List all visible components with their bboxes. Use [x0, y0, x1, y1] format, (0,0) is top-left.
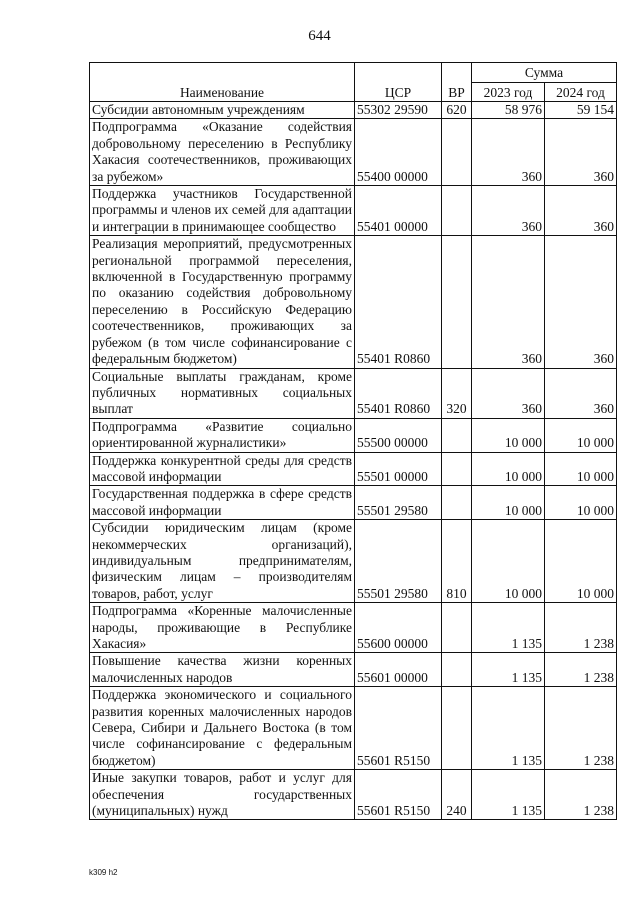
row-name: Подпрограмма «Развитие социально ориентированной журналистики»	[90, 418, 355, 452]
table-row	[90, 368, 617, 418]
table-row	[90, 687, 617, 770]
header-name: Наименование	[90, 63, 355, 102]
row-sum-2023: 360	[472, 119, 545, 186]
row-csr: 55401 R0860	[355, 368, 442, 418]
table-row	[90, 418, 617, 452]
row-vr	[442, 687, 472, 770]
table-row	[90, 102, 617, 119]
row-csr: 55302 29590	[355, 102, 442, 119]
row-sum-2023: 360	[472, 236, 545, 368]
row-name: Социальные выплаты гражданам, кроме публичных нормативных социальных выплат	[90, 368, 355, 418]
row-csr: 55601 00000	[355, 653, 442, 687]
table-row	[90, 603, 617, 653]
row-sum-2023: 360	[472, 186, 545, 236]
row-csr: 55600 00000	[355, 603, 442, 653]
row-sum-2024: 59 154	[545, 102, 617, 119]
row-name: Подпрограмма «Коренные малочисленные народы, проживающие в Республике Хакасия»	[90, 603, 355, 653]
row-vr	[442, 486, 472, 520]
row-csr: 55601 R5150	[355, 687, 442, 770]
row-vr: 810	[442, 520, 472, 603]
row-name: Иные закупки товаров, работ и услуг для обеспечения государственных (муниципальных) нужд	[90, 770, 355, 820]
row-vr	[442, 603, 472, 653]
row-sum-2024: 360	[545, 186, 617, 236]
row-sum-2024: 10 000	[545, 486, 617, 520]
table-row	[90, 653, 617, 687]
row-vr: 320	[442, 368, 472, 418]
header-year-2024: 2024 год	[545, 82, 617, 102]
header-sum: Сумма	[472, 63, 617, 83]
row-vr: 240	[442, 770, 472, 820]
row-sum-2023: 58 976	[472, 102, 545, 119]
table-row	[90, 186, 617, 236]
table-row	[90, 770, 617, 820]
row-sum-2024: 360	[545, 368, 617, 418]
row-csr: 55401 00000	[355, 186, 442, 236]
row-sum-2024: 1 238	[545, 653, 617, 687]
row-csr: 55501 00000	[355, 452, 442, 486]
table-row	[90, 486, 617, 520]
row-sum-2023: 1 135	[472, 687, 545, 770]
row-vr	[442, 186, 472, 236]
row-csr: 55501 29580	[355, 520, 442, 603]
budget-table	[89, 62, 617, 820]
row-name: Повышение качества жизни коренных малочисленных народов	[90, 653, 355, 687]
row-csr: 55401 R0860	[355, 236, 442, 368]
footer-code: k309 h2	[89, 868, 118, 877]
row-name: Государственная поддержка в сфере средств массовой информации	[90, 486, 355, 520]
row-sum-2023: 1 135	[472, 603, 545, 653]
row-name: Субсидии автономным учреждениям	[90, 102, 355, 119]
row-sum-2024: 10 000	[545, 418, 617, 452]
row-sum-2023: 1 135	[472, 653, 545, 687]
row-sum-2023: 1 135	[472, 770, 545, 820]
row-csr: 55400 00000	[355, 119, 442, 186]
row-name: Поддержка конкурентной среды для средств массовой информации	[90, 452, 355, 486]
page-number: 644	[308, 28, 331, 44]
row-name: Поддержка участников Государственной программы и членов их семей для адаптации и интеграции в принимающее сообщество	[90, 186, 355, 236]
header-year-2023: 2023 год	[472, 82, 545, 102]
row-sum-2023: 10 000	[472, 452, 545, 486]
header-csr: ЦСР	[355, 63, 442, 102]
row-vr	[442, 653, 472, 687]
table-row	[90, 119, 617, 186]
table-row	[90, 520, 617, 603]
row-vr: 620	[442, 102, 472, 119]
row-sum-2024: 10 000	[545, 520, 617, 603]
row-name: Подпрограмма «Оказание содействия добровольному переселению в Республику Хакасия соотечественников, проживающих за рубежом»	[90, 119, 355, 186]
row-sum-2023: 360	[472, 368, 545, 418]
row-sum-2023: 10 000	[472, 486, 545, 520]
row-csr: 55601 R5150	[355, 770, 442, 820]
table-row	[90, 236, 617, 368]
row-sum-2023: 10 000	[472, 418, 545, 452]
row-sum-2024: 10 000	[545, 452, 617, 486]
row-sum-2024: 1 238	[545, 687, 617, 770]
row-sum-2023: 10 000	[472, 520, 545, 603]
row-sum-2024: 1 238	[545, 603, 617, 653]
table-row	[90, 452, 617, 486]
row-vr	[442, 452, 472, 486]
header-vr: ВР	[442, 63, 472, 102]
row-vr	[442, 236, 472, 368]
row-csr: 55500 00000	[355, 418, 442, 452]
row-name: Субсидии юридическим лицам (кроме некоммерческих организаций), индивидуальным предпринимателям, физическим лицам – производителям товаров, работ, услуг	[90, 520, 355, 603]
row-vr	[442, 119, 472, 186]
row-sum-2024: 360	[545, 119, 617, 186]
row-name: Поддержка экономического и социального развития коренных малочисленных народов Севера, Сибири и Дальнего Востока (в том числе софинансирование с федеральным бюджетом)	[90, 687, 355, 770]
row-name: Реализация мероприятий, предусмотренных региональной программой переселения, включенной в Государственную программу по оказанию содействия добровольному переселению в Российскую Федерацию соотечественников, проживающих за рубежом (в том числе софинансирование с федеральным бюджетом)	[90, 236, 355, 368]
row-sum-2024: 1 238	[545, 770, 617, 820]
row-csr: 55501 29580	[355, 486, 442, 520]
row-vr	[442, 418, 472, 452]
row-sum-2024: 360	[545, 236, 617, 368]
